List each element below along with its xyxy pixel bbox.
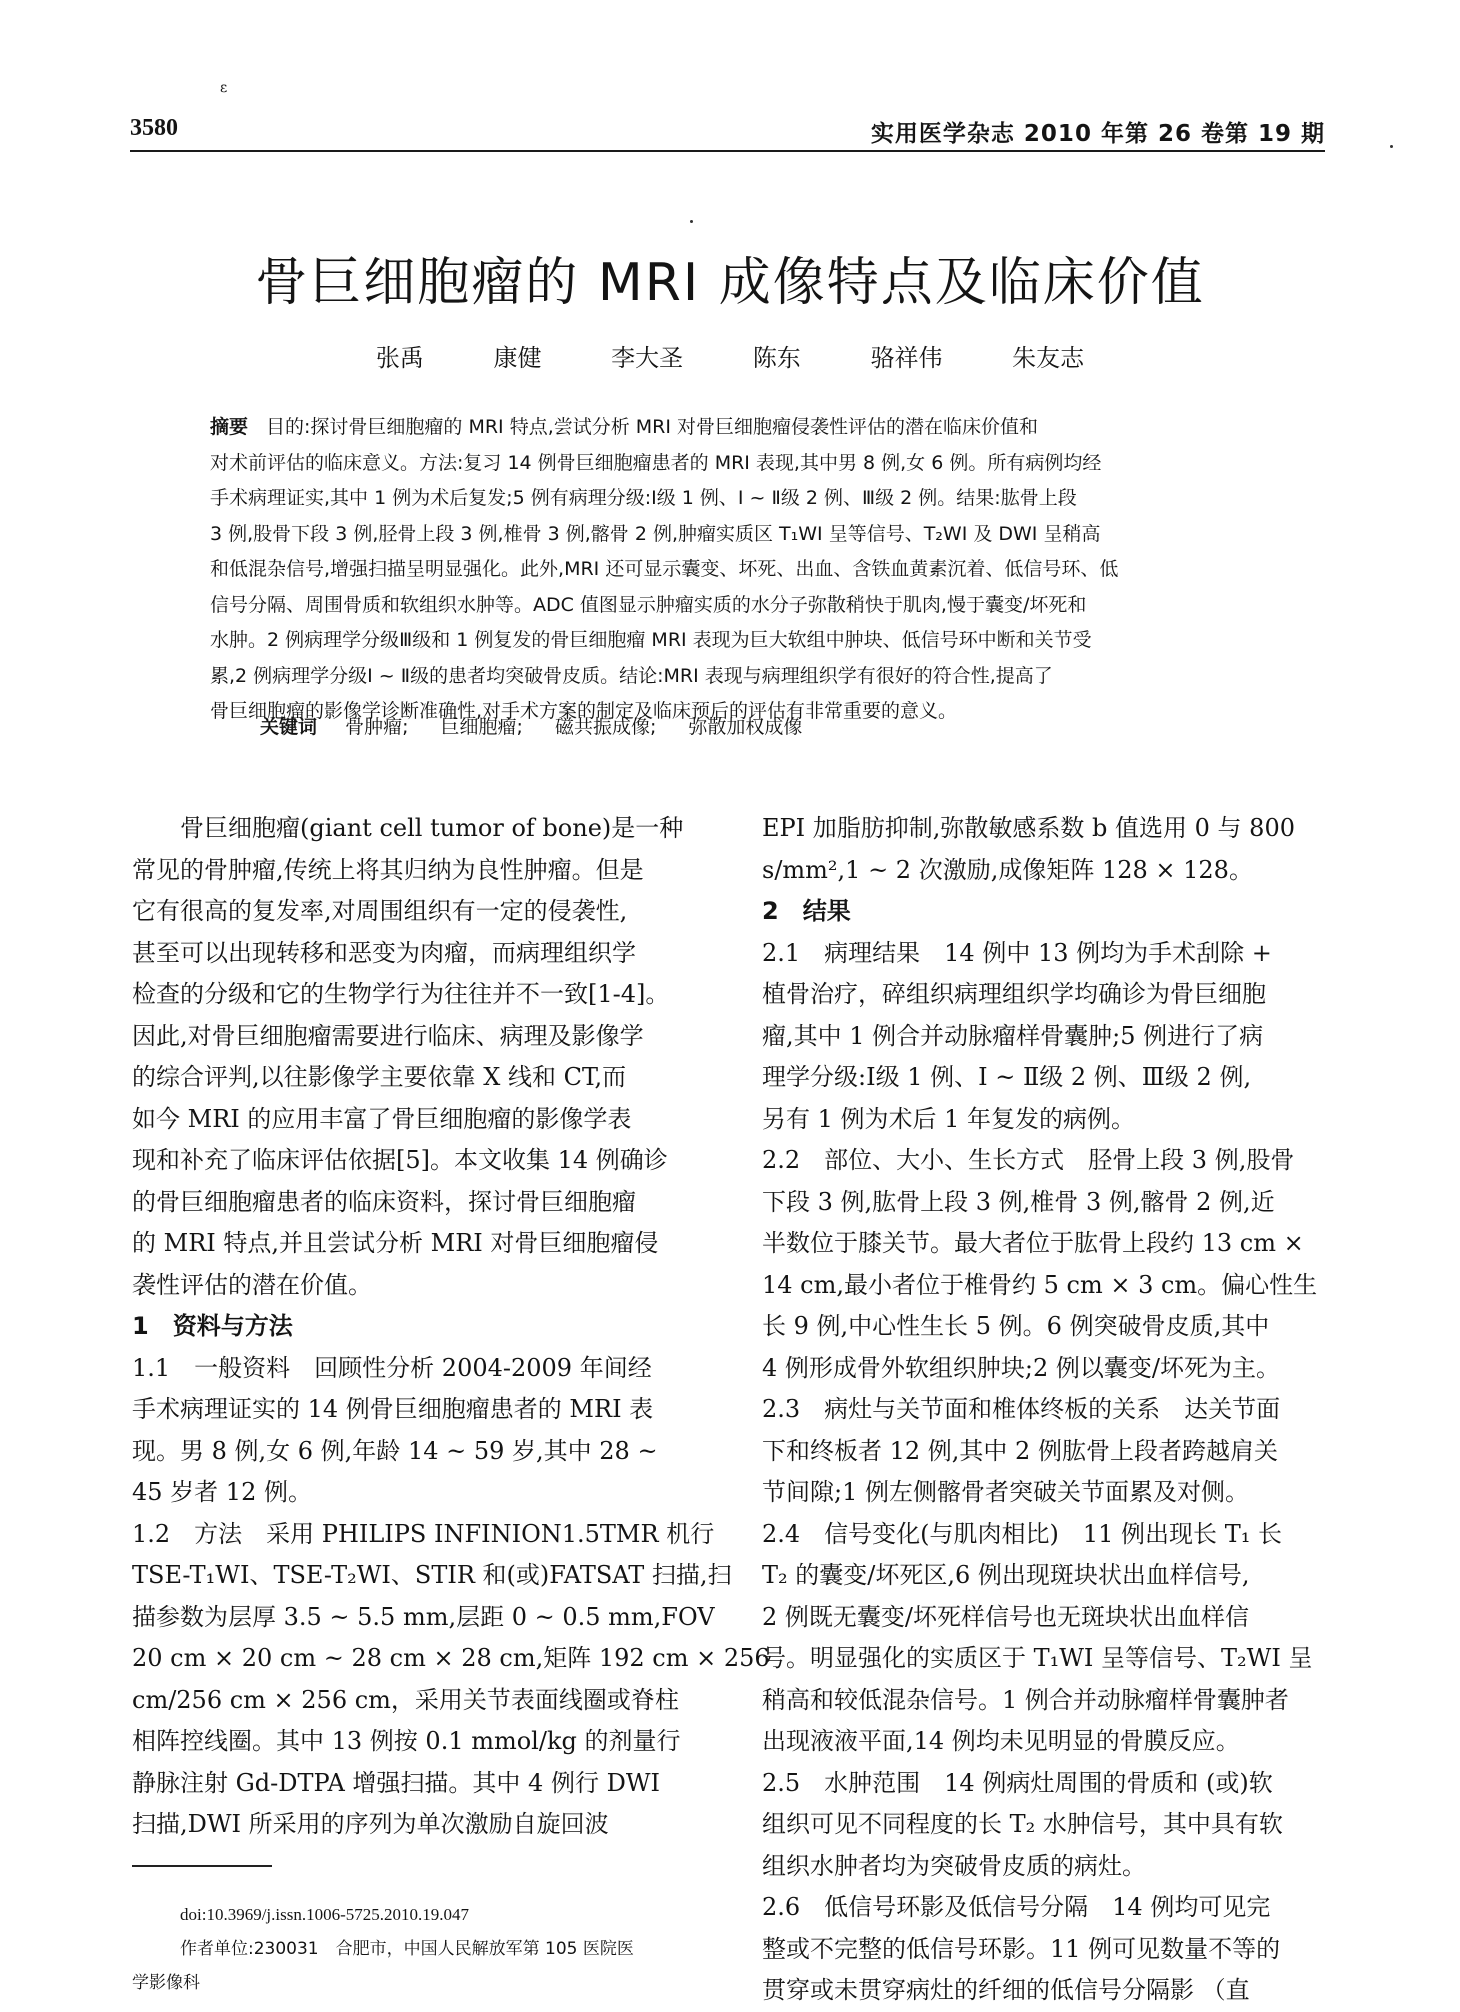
header-rule <box>130 150 1325 152</box>
keyword: 磁共振成像; <box>554 716 657 738</box>
abstract-line: 和低混杂信号,增强扫描呈明显强化。此外,MRI 还可显示囊变、坏死、出血、含铁血黄素沉着、低信号环、低 <box>210 558 1119 580</box>
body-line: cm/256 cm × 256 cm，采用关节表面线圈或脊柱 <box>132 1685 679 1714</box>
body-line: 节间隙;1 例左侧髂骨者突破关节面累及对侧。 <box>762 1478 1249 1506</box>
body-line: 1.2 方法 采用 PHILIPS INFINION1.5TMR 机行 <box>132 1519 715 1548</box>
author: 张禹 <box>375 344 424 372</box>
body-line: 扫描,DWI 所采用的序列为单次激励自旋回波 <box>132 1810 609 1838</box>
author: 朱友志 <box>1012 344 1085 372</box>
keyword: 骨肿瘤; <box>345 716 409 738</box>
abstract-text: 目的:探讨骨巨细胞瘤的 MRI 特点,尝试分析 MRI 对骨巨细胞瘤侵袭性评估的潜在临床价值和 <box>266 416 1039 438</box>
body-line: 贯穿或未贯穿病灶的纤细的低信号分隔影 （直 <box>762 1976 1250 2004</box>
author: 骆祥伟 <box>870 344 943 372</box>
body-line: 描参数为层厚 3.5 ~ 5.5 mm,层距 0 ~ 0.5 mm,FOV <box>132 1602 715 1631</box>
section-heading: 2 结果 <box>762 897 851 925</box>
body-line: EPI 加脂肪抑制,弥散敏感系数 b 值选用 0 与 800 <box>762 814 1295 842</box>
author: 李大圣 <box>611 344 684 372</box>
author-list <box>0 338 1460 373</box>
body-line: 的骨巨细胞瘤患者的临床资料，探讨骨巨细胞瘤 <box>132 1187 636 1216</box>
body-line: T₂ 的囊变/坏死区,6 例出现斑块状出血样信号, <box>762 1561 1250 1589</box>
body-column-right <box>762 808 1352 2012</box>
body-line: 20 cm × 20 cm ~ 28 cm × 28 cm,矩阵 192 cm × 256 <box>132 1644 770 1672</box>
body-line: 4 例形成骨外软组织肿块;2 例以囊变/坏死为主。 <box>762 1353 1280 1382</box>
journal-header: 实用医学杂志 2010 年第 26 卷第 19 期 <box>870 121 1325 147</box>
body-line: 稍高和较低混杂信号。1 例合并动脉瘤样骨囊肿者 <box>762 1685 1289 1714</box>
author: 陈东 <box>752 344 801 372</box>
body-line: 的 MRI 特点,并且尝试分析 MRI 对骨巨细胞瘤侵 <box>132 1229 659 1257</box>
body-line: 现。男 8 例,女 6 例,年龄 14 ~ 59 岁,其中 28 ~ <box>132 1436 658 1465</box>
body-line: 2.4 信号变化(与肌肉相比) 11 例出现长 T₁ 长 <box>762 1519 1282 1548</box>
affiliation-footnote <box>132 1932 732 2000</box>
keyword: 弥散加权成像 <box>688 716 803 738</box>
body-line: 2.5 水肿范围 14 例病灶周围的骨质和 (或)软 <box>762 1768 1273 1797</box>
body-line: 相阵控线圈。其中 13 例按 0.1 mmol/kg 的剂量行 <box>132 1727 681 1755</box>
author: 康健 <box>493 344 542 372</box>
body-line: 它有很高的复发率,对周围组织有一定的侵袭性, <box>132 897 628 925</box>
abstract-line <box>210 410 1270 446</box>
keyword: 巨细胞瘤; <box>440 716 523 738</box>
body-line: 组织水肿者均为突破骨皮质的病灶。 <box>762 1851 1146 1880</box>
body-line: 2 例既无囊变/坏死样信号也无斑块状出血样信 <box>762 1602 1249 1631</box>
body-line: 1.1 一般资料 回顾性分析 2004-2009 年间经 <box>132 1353 652 1382</box>
body-line: 瘤,其中 1 例合并动脉瘤样骨囊肿;5 例进行了病 <box>762 1021 1264 1050</box>
body-line: 半数位于膝关节。最大者位于肱骨上段约 13 cm × <box>762 1229 1304 1257</box>
body-line: 理学分级:Ⅰ级 1 例、Ⅰ ~ Ⅱ级 2 例、Ⅲ级 2 例, <box>762 1063 1252 1091</box>
body-line: 检查的分级和它的生物学行为往往并不一致[1-4]。 <box>132 980 670 1008</box>
body-line: 手术病理证实的 14 例骨巨细胞瘤患者的 MRI 表 <box>132 1395 654 1423</box>
body-line: 2.6 低信号环影及低信号分隔 14 例均可见完 <box>762 1893 1271 1921</box>
body-line: 现和补充了临床评估依据[5]。本文收集 14 例确诊 <box>132 1146 668 1174</box>
body-line: 号。明显强化的实质区于 T₁WI 呈等信号、T₂WI 呈 <box>762 1644 1313 1672</box>
margin-mark: ε <box>220 80 228 96</box>
doi-footnote: doi:10.3969/j.issn.1006-5725.2010.19.047 <box>180 1905 470 1924</box>
body-line: 的综合评判,以往影像学主要依靠 X 线和 CT,而 <box>132 1063 627 1091</box>
affiliation-line: 作者单位:230031 合肥市，中国人民解放军第 105 医院医 <box>180 1939 634 1959</box>
body-line: 14 cm,最小者位于椎骨约 5 cm × 3 cm。偏心性生 <box>762 1270 1318 1299</box>
footnote-rule <box>132 1865 272 1867</box>
body-line: 甚至可以出现转移和恶变为肉瘤，而病理组织学 <box>132 938 636 967</box>
article-title: 骨巨细胞瘤的 MRI 成像特点及临床价值 <box>255 253 1205 313</box>
body-line: 组织可见不同程度的长 T₂ 水肿信号，其中具有软 <box>762 1810 1283 1838</box>
keywords <box>260 712 828 739</box>
body-line: 45 岁者 12 例。 <box>132 1478 312 1506</box>
body-line: 2.1 病理结果 14 例中 13 例均为手术刮除 + <box>762 938 1272 967</box>
abstract-line: 骨巨细胞瘤的影像学诊断准确性,对手术方案的制定及临床预后的评估有非常重要的意义。 <box>210 700 958 722</box>
body-line: 袭性评估的潜在价值。 <box>132 1270 372 1299</box>
body-line: 常见的骨肿瘤,传统上将其归纳为良性肿瘤。但是 <box>132 855 644 884</box>
body-line: 静脉注射 Gd-DTPA 增强扫描。其中 4 例行 DWI <box>132 1768 660 1797</box>
keywords-label: 关键词 <box>260 716 318 738</box>
body-line: 骨巨细胞瘤(giant cell tumor of bone)是一种 <box>132 814 684 842</box>
section-heading: 1 资料与方法 <box>132 1312 293 1340</box>
body-line: s/mm²,1 ~ 2 次激励,成像矩阵 128 × 128。 <box>762 855 1253 884</box>
abstract-line: 3 例,股骨下段 3 例,胫骨上段 3 例,椎骨 3 例,髂骨 2 例,肿瘤实质区 T₁WI 呈等信号、T₂WI 及 DWI 呈稍高 <box>210 522 1101 545</box>
abstract <box>210 410 1270 730</box>
body-column-left <box>132 808 770 1846</box>
body-line: 另有 1 例为术后 1 年复发的病例。 <box>762 1104 1136 1133</box>
scan-speck <box>1390 145 1393 148</box>
affiliation-line: 学影像科 <box>132 1973 200 1993</box>
body-line: 下和终板者 12 例,其中 2 例肱骨上段者跨越肩关 <box>762 1436 1278 1465</box>
body-line: 如今 MRI 的应用丰富了骨巨细胞瘤的影像学表 <box>132 1104 632 1133</box>
body-line: 2.2 部位、大小、生长方式 胫骨上段 3 例,股骨 <box>762 1146 1295 1174</box>
body-line: 长 9 例,中心性生长 5 例。6 例突破骨皮质,其中 <box>762 1312 1270 1340</box>
abstract-line: 对术前评估的临床意义。方法:复习 14 例骨巨细胞瘤患者的 MRI 表现,其中男 8 例,女 6 例。所有病例均经 <box>210 451 1102 474</box>
body-line: 下段 3 例,肱骨上段 3 例,椎骨 3 例,髂骨 2 例,近 <box>762 1187 1275 1216</box>
body-line: 出现液液平面,14 例均未见明显的骨膜反应。 <box>762 1727 1240 1755</box>
body-line: 整或不完整的低信号环影。11 例可见数量不等的 <box>762 1934 1281 1963</box>
body-line: 因此,对骨巨细胞瘤需要进行临床、病理及影像学 <box>132 1021 644 1050</box>
abstract-line: 水肿。2 例病理学分级Ⅲ级和 1 例复发的骨巨细胞瘤 MRI 表现为巨大软组中肿块、低信号环中断和关节受 <box>210 629 1092 651</box>
abstract-line: 累,2 例病理学分级Ⅰ ~ Ⅱ级的患者均突破骨皮质。结论:MRI 表现与病理组织学有很好的符合性,提高了 <box>210 664 1053 687</box>
abstract-line: 手术病理证实,其中 1 例为术后复发;5 例有病理分级:Ⅰ级 1 例、Ⅰ ~ Ⅱ级 2 例、Ⅲ级 2 例。结果:肱骨上段 <box>210 487 1077 509</box>
abstract-label: 摘要 <box>210 416 249 438</box>
scan-speck <box>690 220 693 223</box>
body-line: 2.3 病灶与关节面和椎体终板的关系 达关节面 <box>762 1395 1281 1423</box>
body-line: TSE-T₁WI、TSE-T₂WI、STIR 和(或)FATSAT 扫描,扫 <box>132 1561 732 1589</box>
page-number: 3580 <box>130 115 178 141</box>
body-line: 植骨治疗，碎组织病理组织学均确诊为骨巨细胞 <box>762 980 1266 1008</box>
abstract-line: 信号分隔、周围骨质和软组织水肿等。ADC 值图显示肿瘤实质的水分子弥散稍快于肌肉,慢于囊变/坏死和 <box>210 593 1087 616</box>
